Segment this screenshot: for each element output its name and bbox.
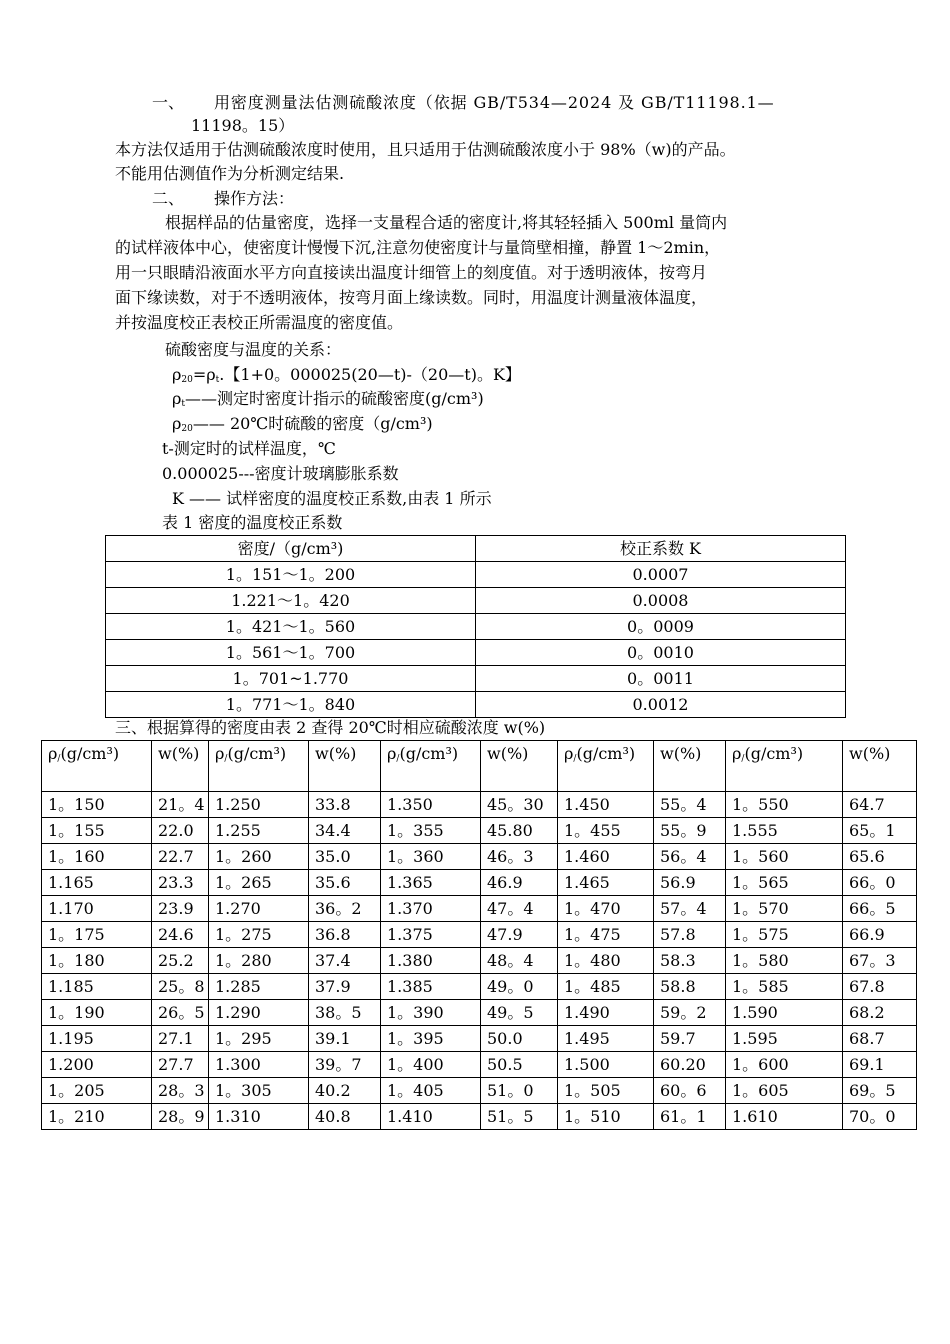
density-cell: 1.610 [726, 1104, 843, 1130]
procedure-line: 的试样液体中心，使密度计慢慢下沉,注意勿使密度计与量筒壁相撞，静置 1～2min， [115, 238, 721, 257]
procedure-line: 并按温度校正表校正所需温度的密度值。 [115, 313, 404, 332]
table-row [42, 870, 917, 896]
section1-title: 用密度测量法估测硫酸浓度（依据 GB/T534—2024 及 GB/T11198.1— [214, 93, 775, 112]
density-cell: 1。605 [726, 1078, 843, 1104]
concentration-cell: 45.80 [481, 818, 558, 844]
concentration-cell: 56。4 [654, 844, 726, 870]
density-cell: 1。280 [209, 948, 309, 974]
formula-def-rho-t: $\rho_t——$测定时密度计指示的硫酸密度(g/cm³) [172, 389, 484, 409]
formula-def-rho-20: $\rho_{20}——$ 20℃时硫酸的密度（g/cm³) [172, 414, 433, 434]
concentration-cell: 67.8 [843, 974, 917, 1000]
concentration-cell: 22.0 [152, 818, 209, 844]
table-row [106, 692, 846, 718]
density-cell: 1。390 [381, 1000, 481, 1026]
concentration-cell: 28。9 [152, 1104, 209, 1130]
section2-title: 操作方法： [214, 189, 295, 208]
concentration-cell: 27.7 [152, 1052, 209, 1078]
concentration-cell: 21。4 [152, 792, 209, 818]
intro-line-1: 本方法仅适用于估测硫酸浓度时使用，且只适用于估测硫酸浓度小于 98%（w)的产品。 [115, 140, 736, 159]
formula-def-k: K —— 试样密度的温度校正系数,由表 1 所示 [172, 489, 492, 508]
concentration-cell: 25。8 [152, 974, 209, 1000]
density-cell: 1。470 [558, 896, 654, 922]
density-cell: 1.310 [209, 1104, 309, 1130]
density-cell: 1。205 [42, 1078, 152, 1104]
density-cell: 1.490 [558, 1000, 654, 1026]
density-cell: 1.375 [381, 922, 481, 948]
concentration-cell: 37.4 [309, 948, 381, 974]
density-cell: 1.450 [558, 792, 654, 818]
concentration-header-cell: w(%) [152, 741, 209, 792]
concentration-cell: 40.2 [309, 1078, 381, 1104]
concentration-cell: 33.8 [309, 792, 381, 818]
table-row [106, 562, 846, 588]
density-cell: 1。565 [726, 870, 843, 896]
density-cell: 1。275 [209, 922, 309, 948]
table-header-cell: 密度/（g/cm³) [106, 536, 476, 562]
formula-def-coef: 0.000025---密度计玻璃膨胀系数 [162, 464, 399, 483]
density-cell: 1。570 [726, 896, 843, 922]
table-row [106, 614, 846, 640]
concentration-header-cell: w(%) [654, 741, 726, 792]
table-cell: 1。151～1。200 [106, 562, 476, 588]
concentration-cell: 65。1 [843, 818, 917, 844]
density-cell: 1。600 [726, 1052, 843, 1078]
density-cell: 1.365 [381, 870, 481, 896]
density-cell: 1.270 [209, 896, 309, 922]
concentration-cell: 58.3 [654, 948, 726, 974]
density-cell: 1。190 [42, 1000, 152, 1026]
concentration-cell: 25.2 [152, 948, 209, 974]
density-cell: 1.555 [726, 818, 843, 844]
density-cell: 1。395 [381, 1026, 481, 1052]
table-cell: 0。0010 [476, 640, 846, 666]
density-cell: 1.370 [381, 896, 481, 922]
density-cell: 1。505 [558, 1078, 654, 1104]
concentration-cell: 47.9 [481, 922, 558, 948]
procedure-line: 根据样品的估量密度，选择一支量程合适的密度计,将其轻轻插入 500ml 量筒内 [165, 213, 728, 232]
concentration-cell: 36。2 [309, 896, 381, 922]
density-cell: 1.300 [209, 1052, 309, 1078]
density-cell: 1.595 [726, 1026, 843, 1052]
concentration-cell: 49。0 [481, 974, 558, 1000]
density-cell: 1.590 [726, 1000, 843, 1026]
density-cell: 1。175 [42, 922, 152, 948]
concentration-cell: 39.1 [309, 1026, 381, 1052]
concentration-cell: 70。0 [843, 1104, 917, 1130]
concentration-cell: 68.2 [843, 1000, 917, 1026]
density-cell: 1。155 [42, 818, 152, 844]
density-cell: 1.380 [381, 948, 481, 974]
concentration-cell: 28。3 [152, 1078, 209, 1104]
density-header-cell: $\rho_/(g/cm^3)$ [42, 741, 152, 792]
concentration-cell: 59。2 [654, 1000, 726, 1026]
concentration-cell: 48。4 [481, 948, 558, 974]
density-header-cell: $\rho_/(g/cm^3)$ [209, 741, 309, 792]
procedure-line: 用一只眼睛沿液面水平方向直接读出温度计细管上的刻度值。对于透明液体，按弯月 [115, 263, 708, 282]
density-cell: 1。485 [558, 974, 654, 1000]
table-header-row [106, 536, 846, 562]
intro-line-2: 不能用估测值作为分析测定结果. [115, 164, 345, 183]
concentration-cell: 35.6 [309, 870, 381, 896]
density-cell: 1。265 [209, 870, 309, 896]
section2-number: 二、 [152, 189, 185, 208]
concentration-cell: 36.8 [309, 922, 381, 948]
table-row [42, 844, 917, 870]
density-cell: 1。210 [42, 1104, 152, 1130]
density-cell: 1。480 [558, 948, 654, 974]
density-cell: 1.250 [209, 792, 309, 818]
correction-table [105, 535, 846, 718]
table-row [42, 1078, 917, 1104]
density-cell: 1。295 [209, 1026, 309, 1052]
table-header-cell: 校正系数 K [476, 536, 846, 562]
density-header-cell: $\rho_/(g/cm^3)$ [726, 741, 843, 792]
concentration-cell: 24.6 [152, 922, 209, 948]
table-header-row [42, 741, 917, 792]
density-cell: 1。260 [209, 844, 309, 870]
density-cell: 1。405 [381, 1078, 481, 1104]
density-cell: 1.410 [381, 1104, 481, 1130]
concentration-cell: 50.0 [481, 1026, 558, 1052]
table-cell: 1。771～1。840 [106, 692, 476, 718]
density-cell: 1.185 [42, 974, 152, 1000]
concentration-cell: 49。5 [481, 1000, 558, 1026]
table-row [42, 1026, 917, 1052]
density-cell: 1。550 [726, 792, 843, 818]
concentration-cell: 68.7 [843, 1026, 917, 1052]
concentration-cell: 61。1 [654, 1104, 726, 1130]
table-row [42, 922, 917, 948]
concentration-cell: 65.6 [843, 844, 917, 870]
concentration-cell: 27.1 [152, 1026, 209, 1052]
concentration-table [41, 740, 917, 1130]
density-cell: 1.350 [381, 792, 481, 818]
table-row [106, 588, 846, 614]
table-cell: 0.0008 [476, 588, 846, 614]
table-row [42, 792, 917, 818]
concentration-cell: 39。7 [309, 1052, 381, 1078]
density-cell: 1.285 [209, 974, 309, 1000]
density-cell: 1。580 [726, 948, 843, 974]
table-row [42, 896, 917, 922]
table-row [106, 666, 846, 692]
density-cell: 1。455 [558, 818, 654, 844]
concentration-cell: 51。5 [481, 1104, 558, 1130]
density-cell: 1。160 [42, 844, 152, 870]
concentration-cell: 26。5 [152, 1000, 209, 1026]
section1-number: 一、 [152, 93, 185, 112]
density-cell: 1.165 [42, 870, 152, 896]
density-cell: 1。355 [381, 818, 481, 844]
concentration-cell: 56.9 [654, 870, 726, 896]
density-cell: 1。400 [381, 1052, 481, 1078]
concentration-cell: 66。5 [843, 896, 917, 922]
density-header-cell: $\rho_/(g/cm^3)$ [558, 741, 654, 792]
table-cell: 0.0007 [476, 562, 846, 588]
table-row [42, 974, 917, 1000]
table-cell: 1。421～1。560 [106, 614, 476, 640]
table-row [42, 1052, 917, 1078]
density-cell: 1.460 [558, 844, 654, 870]
density-cell: 1。150 [42, 792, 152, 818]
table-row [106, 640, 846, 666]
density-cell: 1。360 [381, 844, 481, 870]
table-cell: 1。561～1。700 [106, 640, 476, 666]
concentration-cell: 66.9 [843, 922, 917, 948]
table-cell: 0.0012 [476, 692, 846, 718]
concentration-cell: 50.5 [481, 1052, 558, 1078]
formula-heading: 硫酸密度与温度的关系： [165, 340, 342, 359]
concentration-cell: 22.7 [152, 844, 209, 870]
concentration-cell: 46。3 [481, 844, 558, 870]
density-cell: 1.290 [209, 1000, 309, 1026]
density-cell: 1。305 [209, 1078, 309, 1104]
concentration-cell: 55。9 [654, 818, 726, 844]
section1-title-cont: 11198。15） [191, 116, 295, 135]
concentration-cell: 60。6 [654, 1078, 726, 1104]
density-cell: 1.500 [558, 1052, 654, 1078]
concentration-cell: 55。4 [654, 792, 726, 818]
concentration-cell: 34.4 [309, 818, 381, 844]
concentration-cell: 23.3 [152, 870, 209, 896]
density-cell: 1。560 [726, 844, 843, 870]
formula-equation: $\rho_{20}=\rho_t$.【1+0。000025(20—t)-（20—t)。K】 [172, 365, 521, 385]
concentration-header-cell: w(%) [481, 741, 558, 792]
concentration-cell: 64.7 [843, 792, 917, 818]
concentration-cell: 35.0 [309, 844, 381, 870]
concentration-header-cell: w(%) [309, 741, 381, 792]
density-cell: 1。575 [726, 922, 843, 948]
concentration-cell: 40.8 [309, 1104, 381, 1130]
table1-caption: 表 1 密度的温度校正系数 [162, 513, 343, 532]
table-row [42, 1104, 917, 1130]
concentration-cell: 51。0 [481, 1078, 558, 1104]
table-cell: 1。701~1.770 [106, 666, 476, 692]
table-row [42, 818, 917, 844]
concentration-cell: 47。4 [481, 896, 558, 922]
formula-def-temp: t-测定时的试样温度，℃ [162, 439, 336, 458]
concentration-cell: 38。5 [309, 1000, 381, 1026]
concentration-cell: 67。3 [843, 948, 917, 974]
concentration-cell: 60.20 [654, 1052, 726, 1078]
concentration-cell: 46.9 [481, 870, 558, 896]
concentration-cell: 57。4 [654, 896, 726, 922]
concentration-cell: 37.9 [309, 974, 381, 1000]
concentration-cell: 58.8 [654, 974, 726, 1000]
table-cell: 1.221～1。420 [106, 588, 476, 614]
table-cell: 0。0011 [476, 666, 846, 692]
concentration-cell: 69.1 [843, 1052, 917, 1078]
concentration-cell: 45。30 [481, 792, 558, 818]
density-header-cell: $\rho_/(g/cm^3)$ [381, 741, 481, 792]
density-cell: 1.200 [42, 1052, 152, 1078]
table-row [42, 1000, 917, 1026]
section3-title: 三、根据算得的密度由表 2 查得 20℃时相应硫酸浓度 w(%) [115, 718, 546, 737]
density-cell: 1.385 [381, 974, 481, 1000]
density-cell: 1。510 [558, 1104, 654, 1130]
concentration-cell: 66。0 [843, 870, 917, 896]
density-cell: 1.465 [558, 870, 654, 896]
concentration-cell: 69。5 [843, 1078, 917, 1104]
concentration-cell: 57.8 [654, 922, 726, 948]
density-cell: 1。475 [558, 922, 654, 948]
density-cell: 1.170 [42, 896, 152, 922]
density-cell: 1。585 [726, 974, 843, 1000]
concentration-cell: 23.9 [152, 896, 209, 922]
procedure-line: 面下缘读数，对于不透明液体，按弯月面上缘读数。同时，用温度计测量液体温度， [115, 288, 708, 307]
table-cell: 0。0009 [476, 614, 846, 640]
density-cell: 1.195 [42, 1026, 152, 1052]
density-cell: 1.495 [558, 1026, 654, 1052]
concentration-cell: 59.7 [654, 1026, 726, 1052]
density-cell: 1.255 [209, 818, 309, 844]
table-row [42, 948, 917, 974]
concentration-header-cell: w(%) [843, 741, 917, 792]
density-cell: 1。180 [42, 948, 152, 974]
